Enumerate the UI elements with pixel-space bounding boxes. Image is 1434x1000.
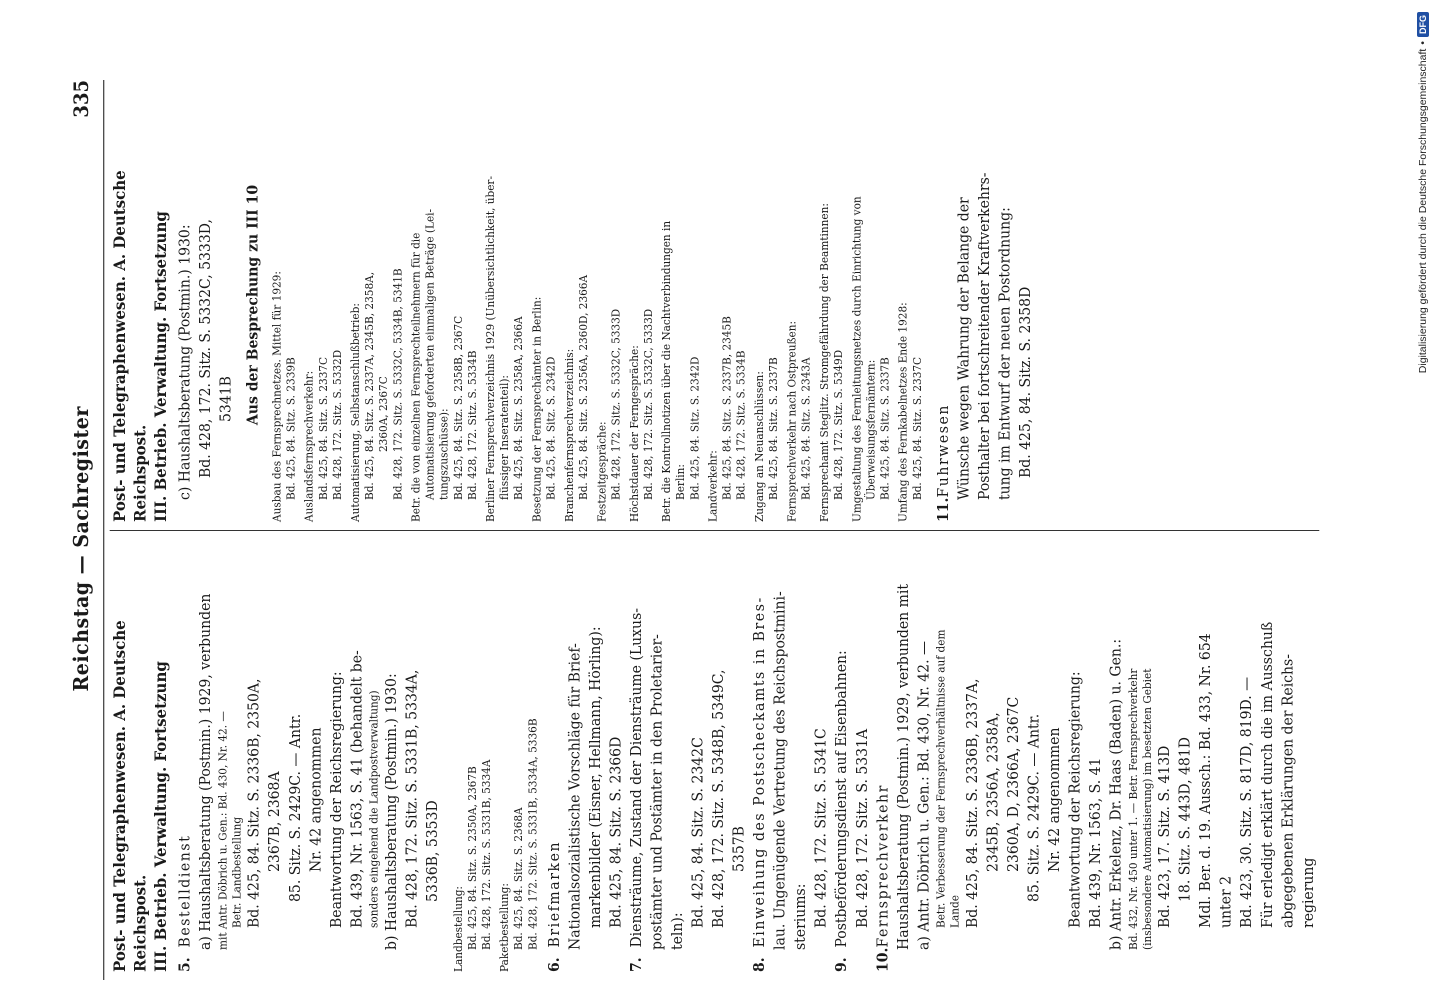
text-line: 5357B: [730, 826, 748, 872]
text-line: Bd. 425, 84. Sitz. S. 2337B: [767, 357, 781, 500]
text-line: 2360A, 2367C: [377, 376, 391, 452]
text-line: Bd. 425, 84. Sitz. S. 2337B: [878, 357, 892, 500]
text-line: Beantwortung der Reichsregierung:: [327, 671, 346, 928]
text-line: Fernsprechverkehr nach Ostpreußen:: [785, 320, 799, 522]
digitization-note: Digitalisierung gefördert durch die Deutsche Forschungsgemeinschaft • DFG: [1404, 12, 1430, 992]
text-line: Bd. 428, 172. Sitz. S. 5331B, 5334A,: [403, 669, 421, 928]
text-line: Umgestaltung des Fernleitungsnetzes durch Einrichtung von: [850, 196, 864, 522]
text-line: Fernsprechamt Steglitz. Stromgefährdung der Beamtinnen:: [818, 203, 832, 522]
text-line: Bd. 428, 172. Sitz. S. 5348B, 5349C,: [710, 669, 728, 928]
text-line: steriums:: [792, 883, 810, 950]
text-line: Bd. 425, 84. Sitz. S. 2342D: [688, 356, 702, 500]
right-column: [110, 80, 1320, 530]
text-line: Bd. 425, 84. Sitz. S. 2366D: [607, 736, 625, 928]
entry-6: 6. Briefmarken: [546, 840, 564, 972]
text-line: Bd. 428, 172. Sitz. S. 5332C, 5333D: [642, 308, 656, 500]
text-line: Bd. 439, Nr. 1563, S. 41: [1087, 757, 1105, 928]
text-line: 2360A, D, 2366A, 2367C: [1005, 696, 1023, 872]
text-line: Lande: [948, 895, 962, 928]
text-line: Bd. 428, 172. Sitz. S. 5332C, 5333D: [609, 308, 623, 500]
text-line: Landverkehr:: [706, 450, 720, 522]
text-line: Bd. 425, 84. Sitz. S. 2350A, 2367B: [466, 766, 480, 950]
text-line: Nr. 42 angenommen: [307, 727, 325, 872]
text-line: Bd. 425, 84. Sitz. S. 2339B: [284, 357, 298, 500]
text-line: Landbestellung:: [452, 886, 466, 972]
text-line: markenbilder (Eisner, Hellmann, Hörling):: [587, 626, 605, 928]
left-subheading: III. Betrieb. Verwaltung. Fortsetzung: [150, 661, 171, 972]
subsection-title: Aus der Besprechung zu III 10: [244, 184, 262, 426]
text-line: Betr. die von einzelnen Fernsprechteilnehmern für die: [409, 232, 423, 522]
text-line: Bd. 423, 30. Sitz. S. 817D, 819D. —: [1238, 676, 1256, 928]
text-line: abgegebenen Erklärungen der Reichs-: [1279, 654, 1297, 928]
text-line: a) Haushaltsberatung (Postmin.) 1929, verbunden: [197, 593, 215, 950]
text-line: Betr. die Kontrollnotizen über die Nachtverbindungen in: [660, 220, 674, 522]
text-line: Bd. 428, 172. Sitz. S. 5332D: [331, 349, 345, 500]
text-line: Berlin:: [674, 464, 688, 500]
text-line: Bd. 425, 84. Sitz. S. 2368A: [512, 807, 526, 950]
text-line: Bd. 428, 172. Sitz. S. 5334B: [735, 350, 748, 500]
text-line: 85. Sitz. S. 2429C. — Antr.: [286, 713, 305, 902]
text-line: tungszuschüsse):: [438, 408, 451, 500]
text-line: 2367B, 2368A: [266, 771, 284, 872]
right-heading: Post- und Telegraphenwesen. A. Deutsche Reichspost.: [109, 170, 150, 522]
digitization-text: Digitalisierung gefördert durch die Deutsche Forschungsgemeinschaft: [1417, 48, 1429, 374]
text-line: Bd. 428, 172. Sitz. S. 5334B: [466, 350, 480, 500]
text-line: Bd. 425, 84. Sitz. S. 2337C: [911, 356, 925, 500]
text-line: Bd. 425, 84. Sitz. S. 2337A, 2345B, 2358A,: [363, 271, 377, 500]
text-line: Bd. 425, 84. Sitz. S. 2336B, 2337A,: [963, 678, 982, 928]
text-line: a) Antr. Döbrich u. Gen.: Bd. 430, Nr. 42. —: [915, 641, 933, 950]
left-heading: Post- und Telegraphenwesen. A. Deutsche Reichspost.: [109, 620, 150, 972]
page-number: 335: [70, 80, 93, 118]
text-line: Beantwortung der Reichsregierung:: [1066, 671, 1084, 928]
text-line: Automatisierung geforderten einmaligen Beträge (Lei-: [423, 208, 437, 500]
text-line: Haushaltsberatung (Postmin.) 1929, verbunden mit: [894, 584, 913, 950]
text-line: Umfang des Fernkabelnetzes Ende 1928:: [897, 302, 910, 522]
text-line: teln):: [669, 912, 687, 950]
text-line: Nationalsozialistische Vorschläge für Brief-: [566, 643, 584, 950]
text-line: 2345B, 2356A, 2358A,: [984, 712, 1002, 872]
text-line: Bd. 428, 172. Sitz. S. 5332C, 5334B, 5341B: [391, 268, 405, 500]
text-line: Bd. 432, Nr. 450 unter 1. — Betr. Fernsprechverkehr: [1127, 668, 1140, 950]
text-line: Bd. 425, 84. Sitz. S. 2342D: [544, 356, 558, 500]
page-title: Reichstag — Sachregister: [69, 406, 94, 692]
text-line: regierung: [1299, 857, 1318, 928]
text-line: Bd. 439, Nr. 1563, S. 41 (behandelt be-: [348, 650, 366, 928]
entry-11: 11. Fuhrwesen: [934, 403, 953, 522]
text-line: Paketbestellung:: [498, 883, 512, 972]
text-line: Zugang an Neuanschlüssen:: [753, 371, 767, 522]
text-line: Bd. 428, 172. Sitz. S. 5331B, 5334A: [480, 759, 494, 950]
text-line: Bd. 425, 84. Sitz. S. 2337C: [317, 356, 330, 500]
running-head: [60, 80, 104, 980]
text-line: 85. Sitz. S. 2429C. — Antr.: [1025, 713, 1043, 902]
text-line: b) Antr. Erkelenz, Dr. Haas (Baden) u. Gen.:: [1107, 638, 1125, 950]
text-line: 5336B, 5353D: [423, 800, 442, 902]
text-line: Bd. 423, 17. Sitz. S. 413D: [1156, 745, 1174, 928]
text-line: Bd. 425, 84. Sitz. S. 2358A, 2366A: [512, 316, 526, 500]
text-line: sonders eingehend die Landpostverwaltung): [367, 690, 381, 928]
text-line: Nr. 42 angenommen: [1046, 727, 1064, 872]
text-line: Posthalter bei fortschreitender Kraftverkehrs-: [975, 172, 994, 500]
text-line: Bd. 428, 172. Sitz. S. 5349D: [832, 349, 846, 500]
text-line: Bd. 428, 172. Sitz. S. 5331A: [853, 728, 872, 928]
text-line: Berliner Fernsprechverzeichnis 1929 (Unübersichtlichkeit, über-: [484, 176, 498, 522]
entry-10: 10. Fernsprechverkehr: [874, 784, 892, 972]
text-line: Automatisierung, Selbstanschlußbetrieb:: [349, 303, 363, 522]
text-line: Höchstdauer der Ferngespräche:: [628, 345, 642, 522]
text-line: tung im Entwurf der neuen Postordnung:: [996, 207, 1014, 500]
text-line: Für erledigt erklärt durch die im Ausschuß: [1258, 621, 1277, 928]
columns: [110, 80, 1320, 980]
text-line: Bd. 428, 172. Sitz. S. 5341C: [812, 728, 831, 928]
text-line: 18. Sitz. S. 443D, 481D: [1176, 737, 1194, 902]
text-line: 5341B: [217, 376, 235, 422]
text-line: postämter und Postämter in den Proletarier-: [648, 634, 666, 950]
text-line: Festzeitgespräche:: [595, 421, 609, 522]
entry-8: 8. Einweihung des Postscheckamts in Bres-: [751, 596, 769, 972]
text-line: mit Antr. Döbrich u. Gen.: Bd. 430, Nr. 42. —: [216, 711, 230, 950]
text-line: flüssiger Inseratenteil):: [498, 375, 512, 500]
text-line: Bd. 425, 84. Sitz. S. 2356A, 2360D, 2366A: [577, 274, 591, 500]
text-line: Bd. 425, 84. Sitz. S. 2343A: [799, 357, 813, 500]
text-line: lau. Ungenügende Vertretung des Reichspostmini-: [771, 591, 789, 950]
text-line: Wünsche wegen Wahrung der Belange der: [955, 197, 973, 500]
text-line: Bd. 425, 84. Sitz. S. 2342C: [689, 737, 707, 928]
text-line: c) Haushaltsberatung (Postmin.) 1930:: [176, 224, 194, 500]
text-line: Betr. Landbestellung: [230, 816, 244, 928]
entry-7: 7. Diensträume, Zustand der Diensträume (Luxus-: [628, 608, 646, 972]
left-column: [110, 530, 1320, 980]
right-subheading: III. Betrieb. Verwaltung. Fortsetzung: [150, 211, 171, 522]
text-line: Ausbau des Fernsprechnetzes. Mittel für 1929:: [270, 271, 284, 522]
text-line: Branchenfernsprechverzeichnis:: [563, 348, 577, 522]
text-line: unter 2: [1217, 876, 1236, 928]
rotated-page: [60, 80, 1434, 980]
text-line: Bd. 425, 84. Sitz. S. 2358D: [1016, 286, 1035, 478]
entry-5: 5. Bestelldienst: [176, 834, 194, 972]
text-line: (insbesondere Automatisierung) im besetzten Gebiet: [1141, 668, 1155, 950]
text-line: Überweisungsfernämtern:: [864, 359, 878, 500]
text-line: Besetzung der Fernsprechämter in Berlin:: [530, 296, 544, 522]
text-line: Mdl. Ber. d. 19. Aussch.: Bd. 433, Nr. 654: [1197, 633, 1215, 928]
text-line: Betr. Verbesserung der Fernsprechverhältnisse auf dem: [934, 629, 948, 928]
text-line: Auslandsfernsprechverkehr:: [303, 370, 316, 522]
text-line: Bd. 428, 172. Sitz. S. 5332C, 5333D,: [197, 219, 215, 478]
entry-9: 9. Postbeförderungsdienst auf Eisenbahnen:: [833, 650, 851, 972]
text-line: Bd. 428, 172. Sitz. S. 5331B, 5334A, 5336B: [526, 718, 540, 950]
text-line: Bd. 425, 84. Sitz. S. 2358B, 2367C: [452, 315, 466, 500]
text-line: Bd. 425, 84. Sitz. S. 2337B, 2345B: [720, 316, 734, 500]
text-line: Bd. 425, 84. Sitz. S. 2336B, 2350A,: [245, 678, 264, 928]
text-line: b) Haushaltsberatung (Postmin.) 1930:: [382, 673, 401, 950]
dfg-logo: DFG: [1417, 12, 1429, 37]
